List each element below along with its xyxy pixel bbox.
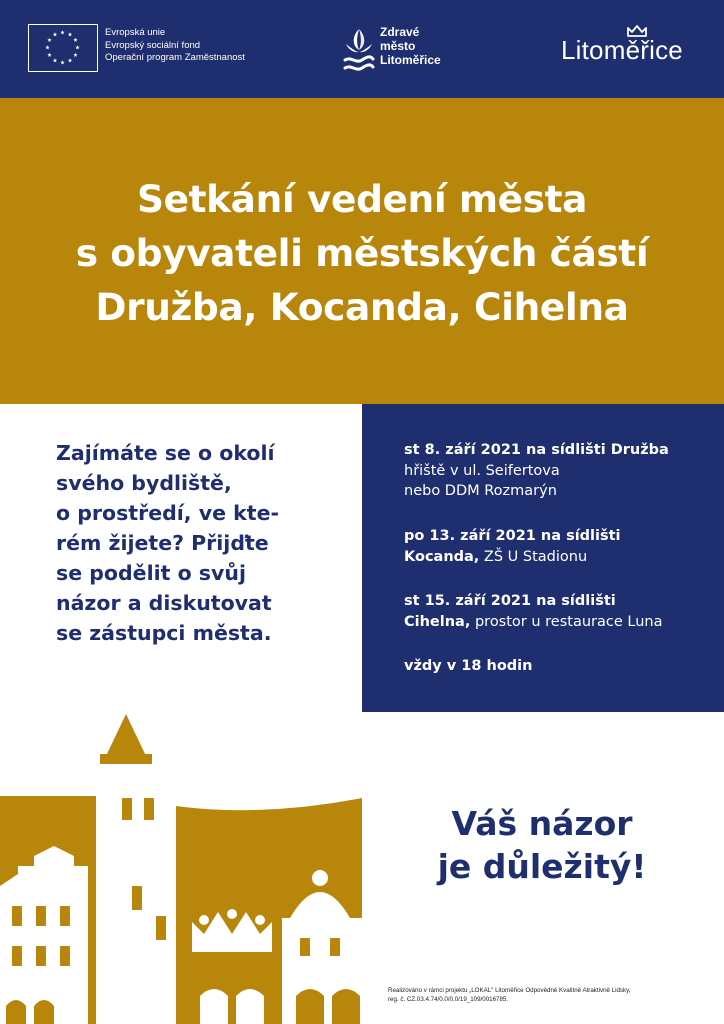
event-place: hřiště v ul. Seifertova <box>404 462 560 479</box>
event-date: st 15. září 2021 na sídlišti <box>404 593 616 609</box>
title-line: Setkání vedení města <box>136 177 588 221</box>
project-footnote <box>388 986 630 1004</box>
event-place-line <box>404 547 621 568</box>
invite-line: svého bydliště, <box>56 471 232 495</box>
zdrave-line: Zdravé <box>380 25 420 39</box>
event-date: st 8. září 2021 na sídlišti Družba <box>404 442 669 458</box>
eu-star-icon <box>73 38 77 42</box>
footnote-line: Realizováno v rámci projektu „LOKAL" Litoměřice Odpovědně Kvalitně Atraktivně Lidsky, <box>388 987 631 994</box>
eu-star-icon <box>68 32 72 36</box>
slogan-line: je důležitý! <box>437 847 647 886</box>
invite-line: rém žijete? Přijďte <box>56 531 269 555</box>
zdrave-mesto-logo-icon <box>342 26 376 72</box>
events-panel <box>362 404 724 712</box>
eu-star-icon <box>53 32 57 36</box>
event-place: ZŠ U Stadionu <box>479 548 588 565</box>
footnote-line: reg. č. CZ.03.4.74/0.0/0.0/19_109/0016785. <box>388 996 509 1003</box>
event-area: Kocanda, <box>404 548 480 565</box>
event-place: prostor u restaurace Luna <box>470 613 663 630</box>
eu-star-icon <box>75 45 79 49</box>
event-time: vždy v 18 hodin <box>404 658 533 674</box>
invitation-text <box>56 438 279 648</box>
eu-flag-icon <box>28 24 98 72</box>
eu-line: Evropská unie <box>105 27 166 38</box>
zdrave-mesto-text <box>380 25 441 67</box>
eu-line: Evropský sociální fond <box>105 39 201 51</box>
zdrave-line: Litoměřice <box>380 53 441 67</box>
event-area: Cihelna, <box>404 613 471 630</box>
litomerice-logo-text: Litoměřice <box>561 35 683 65</box>
event-place-line <box>404 612 662 633</box>
eu-line: Operační program Zaměstnanost <box>105 52 245 63</box>
title-line: s obyvateli městských částí <box>75 231 649 275</box>
invite-line: názor a diskutovat <box>56 591 272 615</box>
eu-star-icon <box>60 60 64 64</box>
header-bar <box>0 0 724 98</box>
opinion-slogan <box>400 802 684 888</box>
slogan-line: Váš názor <box>451 804 633 843</box>
invite-line: se zástupci města. <box>56 621 272 645</box>
event-place: nebo DDM Rozmarýn <box>404 483 557 499</box>
event-kocanda <box>404 526 621 567</box>
event-druzba <box>404 440 669 502</box>
title-line: Družba, Kocanda, Cihelna <box>95 285 629 329</box>
zdrave-line: město <box>380 39 416 53</box>
event-date: po 13. září 2021 na sídlišti <box>404 528 621 544</box>
eu-star-icon <box>73 53 77 57</box>
page-title <box>0 172 724 334</box>
invite-line: Zajímáte se o okolí <box>56 441 275 465</box>
eu-star-icon <box>47 53 51 57</box>
eu-funding-text <box>105 27 245 65</box>
eu-star-icon <box>45 45 49 49</box>
event-cihelna <box>404 591 662 632</box>
invite-line: o prostředí, ve kte- <box>56 501 279 525</box>
eu-star-icon <box>53 58 57 62</box>
town-skyline-illustration <box>0 706 380 1024</box>
eu-star-icon <box>60 30 64 34</box>
eu-star-icon <box>47 38 51 42</box>
eu-star-icon <box>68 58 72 62</box>
invite-line: se podělit o svůj <box>56 561 246 585</box>
